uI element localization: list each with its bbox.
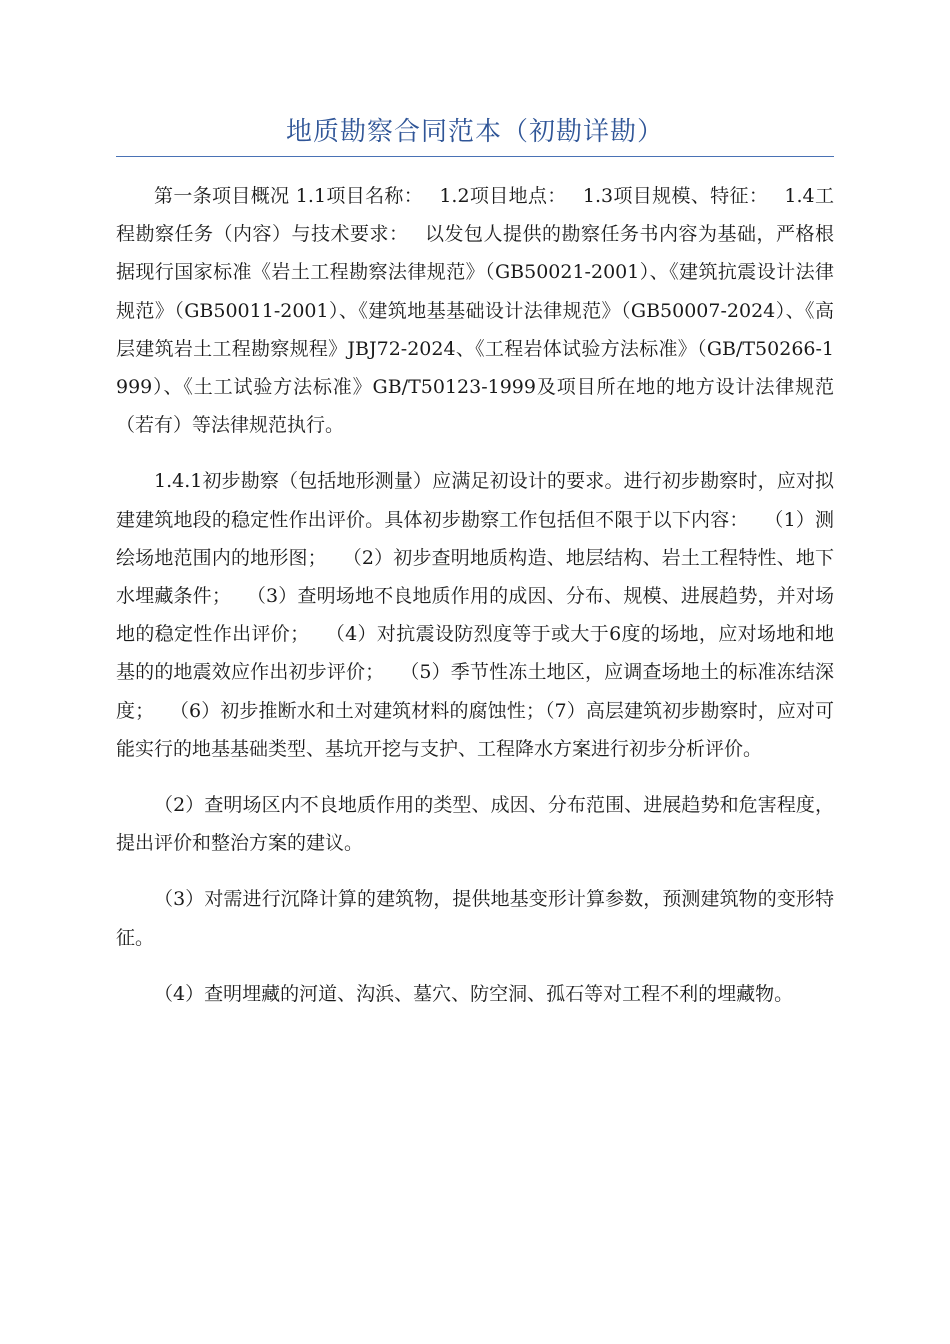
paragraph-preliminary-survey: 1.4.1初步勘察（包括地形测量）应满足初设计的要求。进行初步勘察时，应对拟建建筑地段的稳定性作出评价。具体初步勘察工作包括但不限于以下内容： （1）测绘场地范围内的地形图； （2）初步查明地质构造、地层结构、岩土工程特性、地下水埋藏条件； （3）查明场地不良地质作用的成因、分布、规模、进展趋势，并对场地的稳定性作出评价； （4）对抗震设防烈度等于或大于6度的场地，应对场地和地基的的地震效应作出初步评价； （5）季节性冻土地区，应调查场地土的标准冻结深度； （6）初步推断水和土对建筑材料的腐蚀性；（7）高层建筑初步勘察时，应对可能实行的地基基础类型、基坑开挖与支护、工程降水方案进行初步分析评价。 (116, 470, 834, 760)
paragraph-project-overview: 第一条项目概况 1.1项目名称： 1.2项目地点： 1.3项目规模、特征： 1.4工程勘察任务（内容）与技术要求： 以发包人提供的勘察任务书内容为基础，严格根据现行国家标准《岩土工程勘察法律规范》（GB50021-2001）、《建筑抗震设计法律规范》（GB50011-2001）、《建筑地基基础设计法律规范》（GB50007-2024）、《高层建筑岩土工程勘察规程》JBJ72-2024、《工程岩体试验方法标准》（GB/T50266-1999）、《土工试验方法标准》GB/T50123-1999及项目所在地的地方设计法律规范（若有）等法律规范执行。 (116, 185, 834, 437)
paragraph-settlement-calculation: （3）对需进行沉降计算的建筑物，提供地基变形计算参数，预测建筑物的变形特征。 (116, 888, 834, 949)
document-title: 地质勘察合同范本（初勘详勘） (116, 110, 834, 157)
document-body (116, 177, 834, 1013)
paragraph-adverse-geology: （2）查明场区内不良地质作用的类型、成因、分布范围、进展趋势和危害程度，提出评价和整治方案的建议。 (116, 794, 834, 855)
paragraph-buried-objects: （4）查明埋藏的河道、沟浜、墓穴、防空洞、孤石等对工程不利的埋藏物。 (154, 982, 794, 1005)
document-page (116, 110, 834, 1031)
